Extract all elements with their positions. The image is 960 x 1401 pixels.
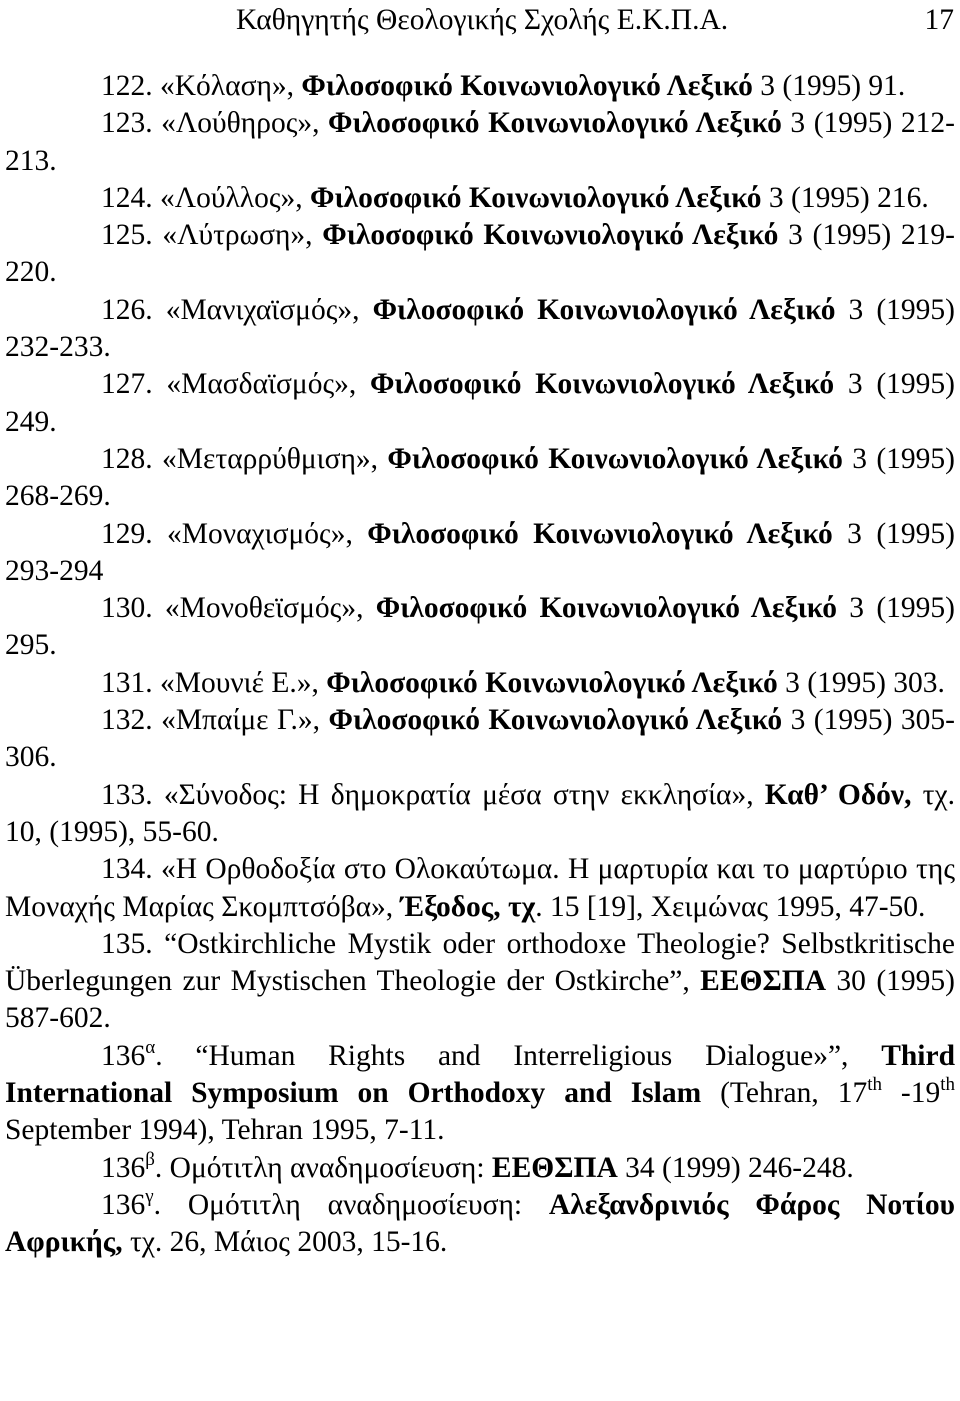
bibliography-entry: 122. «Κόλαση», Φιλοσοφικό Κοινωνιολογικό Λεξικό 3 (1995) 91.: [101, 70, 906, 102]
date-superscript: th: [940, 1074, 956, 1096]
bibliography-entry-136a: $136^\alpha$. “Human Rights and Interreligious Dialogue»”, Third International Symposium on Orthodoxy and Islam (Tehran, 17th -19th September 1994), Tehran 1995, 7-11.: [5, 1036, 956, 1147]
entry-superscript: α: [145, 1036, 156, 1058]
bibliography-entry: 134. «Η Ορθοδοξία στο Ολοκαύτωμα. Η μαρτυρία και το μαρτύριο της Μοναχής Μαρίας Σκομπτσόβα», Έξοδος, τχ. 15 [19], Χειμώνας 1995, 47-50.: [5, 853, 955, 923]
bibliography-entry: 131. «Μουνιέ Ε.», Φιλοσοφικό Κοινωνιολογικό Λεξικό 3 (1995) 303.: [101, 666, 945, 699]
bibliography-entry: 132. «Μπαίμε Γ.», Φιλοσοφικό Κοινωνιολογικό Λεξικό 3 (1995) 305-306.: [5, 704, 955, 774]
date-superscript: th: [867, 1074, 882, 1096]
bibliography-list: [5, 68, 955, 1262]
header-title: Καθηγητής Θεολογικής Σχολής Ε.Κ.Π.Α.: [236, 4, 729, 36]
bibliography-entry: 127. «Μασδαϊσμός», Φιλοσοφικό Κοινωνιολογικό Λεξικό 3 (1995) 249.: [5, 368, 955, 438]
bibliography-entry-136c: $136^\gamma$. Ομότιτλη αναδημοσίευση: Αλεξανδρινιός Φάρος Νοτίου Αφρικής, τχ. 26, Μάιος 2003, 15-16.: [5, 1185, 955, 1259]
bibliography-entry: 128. «Μεταρρύθμιση», Φιλοσοφικό Κοινωνιολογικό Λεξικό 3 (1995) 268-269.: [5, 442, 955, 513]
page-number: 17: [924, 4, 954, 36]
bibliography-entry: 123. «Λούθηρος», Φιλοσοφικό Κοινωνιολογικό Λεξικό 3 (1995) 212-213.: [5, 107, 955, 177]
bibliography-entry: 125. «Λύτρωση», Φιλοσοφικό Κοινωνιολογικό Λεξικό 3 (1995) 219-220.: [5, 219, 955, 289]
bibliography-entry: 124. «Λούλλος», Φιλοσοφικό Κοινωνιολογικό Λεξικό 3 (1995) 216.: [101, 181, 929, 214]
entry-superscript: γ: [145, 1185, 154, 1207]
bibliography-entry: 126. «Μανιχαϊσμός», Φιλοσοφικό Κοινωνιολογικό Λεξικό 3 (1995) 232-233.: [5, 293, 955, 364]
bibliography-entry: 129. «Μοναχισμός», Φιλοσοφικό Κοινωνιολογικό Λεξικό 3 (1995) 293-294: [5, 517, 955, 587]
bibliography-entry: 133. «Σύνοδος: Η δημοκρατία μέσα στην εκκλησία», Καθ’ Οδόν, τχ. 10, (1995), 55-60.: [5, 778, 955, 848]
page-header: [0, 0, 960, 36]
bibliography-entry: 130. «Μονοθεϊσμός», Φιλοσοφικό Κοινωνιολογικό Λεξικό 3 (1995) 295.: [5, 592, 955, 662]
bibliography-entry-136b: $136^\beta$. Ομότιτλη αναδημοσίευση: ΕΕΘΣΠΑ 34 (1999) 246-248.: [101, 1148, 854, 1184]
entry-superscript: β: [145, 1148, 155, 1170]
bibliography-entry-135: 135. “Ostkirchliche Mystik oder orthodoxe Theologie? Selbstkritische Überlegungen zur Mystischen Theologie der Ostkirche”, ΕΕΘΣΠΑ 30 (1995) 587-602.: [5, 927, 955, 1035]
